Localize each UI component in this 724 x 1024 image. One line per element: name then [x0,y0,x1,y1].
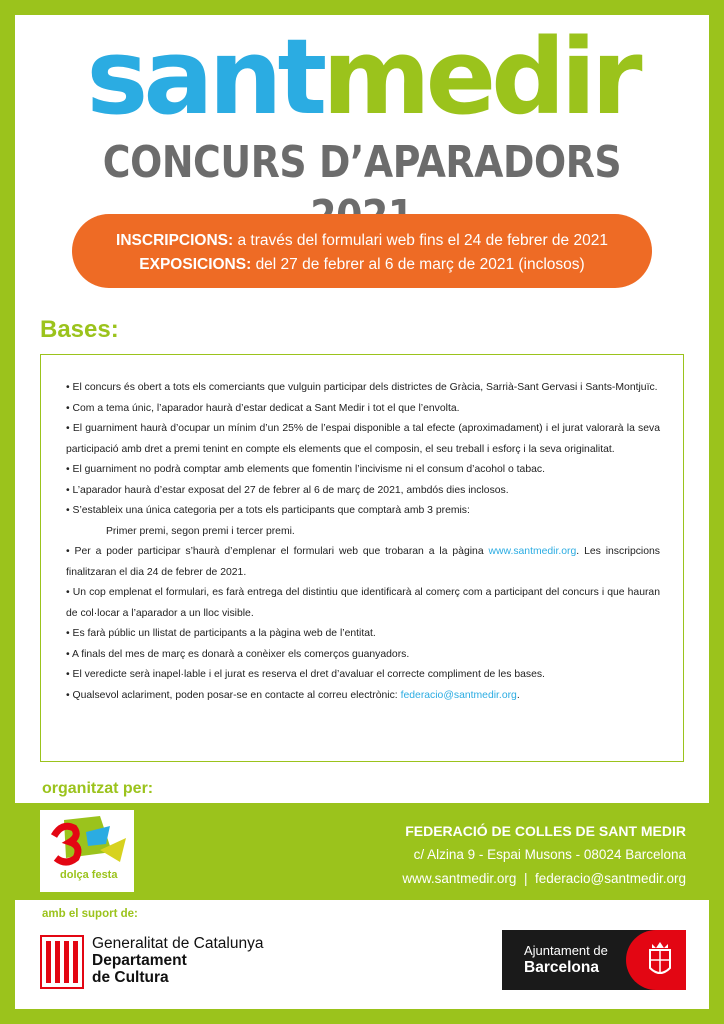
exhibitions-label: EXPOSICIONS: [139,256,252,273]
generalitat-text [92,935,263,986]
rule-item: • Es farà públic un llistat de participants a la pàgina web de l’entitat. [66,628,376,639]
ajuntament-text [524,942,608,976]
santmedir-logo [0,16,724,138]
page-title: CONCURS D’APARADORS [102,137,622,188]
rule-sub-item: Primer premi, segon premi i tercer premi. [106,525,295,537]
rule-item: • Un cop emplenat el formulari, es farà entrega del distintiu que identificarà al comerç com a participant del concurs i que hauran de col·locar a l’aparador a un lloc visible. [66,587,660,619]
logo-part-medir: medir [322,16,638,138]
rule-item: • S’estableix una única categoria per a tots els participants que comptarà amb 3 premis: [66,505,470,516]
rule-item: • Com a tema únic, l’aparador haurà d’estar dedicat a Sant Medir i tot el que l’envolta. [66,402,460,414]
organizer-web[interactable]: www.santmedir.org [402,871,517,886]
rule-item: • A finals del mes de març es donarà a conèixer els comerços guanyadors. [66,648,410,660]
dolca-festa-logo [40,810,134,892]
generalitat-logo [40,935,280,989]
rule-item: • El guarniment haurà d’ocupar un mínim d’un 25% de l’espai disponible a tal efecte (aproximadament) i el jurat valorarà la seva participació amb dret a premi tenint en compte els elements que el composin, el seu treball i esforç i la seva originalitat. [66,423,660,455]
exhibitions-line [72,256,652,274]
generalitat-name: Generalitat de Catalunya [92,935,264,952]
rule-text: . Les inscripcions finalitzaran el dia 24 de febrer de 2021. [66,546,660,578]
organizer-contact [402,867,686,891]
ajuntament-line1: Ajuntament de [524,943,608,958]
rule-text: . [516,689,520,701]
organizer-address: c/ Alzina 9 - Espai Musons - 08024 Barcelona [413,847,686,862]
inscriptions-text: a través del formulari web fins el 24 de febrer de 2021 [237,232,608,249]
senyera-icon [40,935,84,989]
barcelona-shield-icon [626,930,686,990]
rule-item: • El concurs és obert a tots els comerciants que vulguin participar dels districtes de Gràcia, Sarrià-Sant Gervasi i Sants-Montjuïc. [66,382,658,393]
rule-text: • Qualsevol aclariment, poden posar-se en contacte al correu electrònic: [66,689,401,701]
bases-heading: Bases: [40,316,119,343]
rule-item: • El guarniment no podrà comptar amb elements que fomentin l’incivisme ni el consum d’acohol o tabac. [66,464,545,475]
logo-part-sant: sant [86,16,323,138]
rule-item [66,542,660,583]
department-line1: Departament [92,952,187,969]
ajuntament-logo [502,930,686,990]
inscriptions-label: INSCRIPCIONS: [116,232,234,249]
rule-item: • L’aparador haurà d’estar exposat del 27 de febrer al 6 de març de 2021, ambdós dies inclosos. [66,484,509,496]
organizer-info [402,819,686,891]
rule-text: • Per a poder participar s’haurà d’emplenar el formulari web que trobaran a la pàgina [66,546,489,557]
rule-item: • El veredicte serà inapel·lable i el jurat es reserva el dret d’avaluar el correcte compliment de les bases. [66,669,545,680]
inscriptions-line [72,232,652,250]
exhibitions-text: del 27 de febrer al 6 de març de 2021 (inclosos) [255,256,585,273]
rule-item [66,686,660,707]
bases-list [66,378,660,706]
dates-banner [72,214,652,288]
contact-separator: | [523,871,528,886]
organizer-name: FEDERACIÓ DE COLLES DE SANT MEDIR [405,823,686,839]
ajuntament-line2: Barcelona [524,959,599,976]
support-heading: amb el suport de: [42,908,138,920]
svg-text:dolça festa: dolça festa [60,869,118,881]
department-line2: de Cultura [92,969,169,986]
email-link[interactable]: federacio@santmedir.org [400,689,517,701]
website-link[interactable]: www.santmedir.org [488,546,577,557]
organizer-email[interactable]: federacio@santmedir.org [534,871,686,886]
organizer-heading: organitzat per: [42,780,154,797]
dolca-festa-logo-icon [40,810,134,892]
